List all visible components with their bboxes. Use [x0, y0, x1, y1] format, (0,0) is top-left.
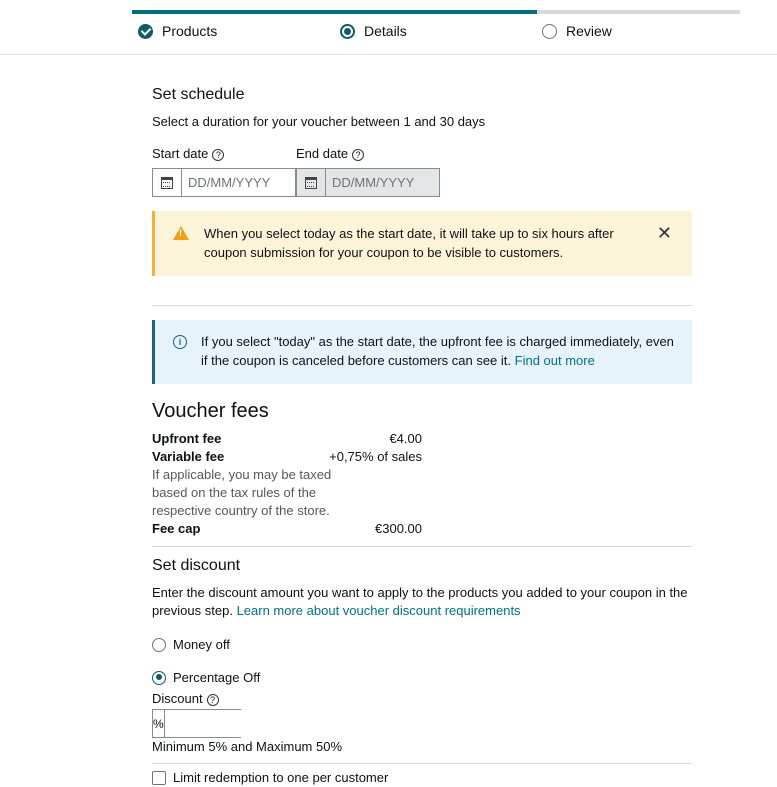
discount-label-text: Discount	[152, 691, 203, 706]
help-icon[interactable]: ?	[352, 149, 364, 161]
radio-button[interactable]	[152, 638, 166, 652]
end-date-placeholder: DD/MM/YYYY	[332, 175, 415, 190]
info-text	[201, 332, 681, 370]
empty-circle-icon	[542, 24, 557, 39]
warning-text: When you select today as the start date, it will take up to six hours after coupon submission for your coupon to be visible to customers.	[204, 226, 614, 260]
help-icon[interactable]: ?	[212, 149, 224, 161]
progress-track-remaining	[537, 10, 740, 14]
start-date-field[interactable]	[152, 168, 296, 197]
start-date-label-text: Start date	[152, 146, 209, 161]
discount-description-text: Enter the discount amount you want to apply to the products you added to your coupon in the previous step.	[152, 585, 688, 618]
help-icon[interactable]: ?	[207, 694, 219, 706]
step-details[interactable]	[340, 23, 407, 39]
fees-table	[152, 430, 422, 538]
calendar-icon	[161, 177, 173, 189]
fee-note: If applicable, you may be taxed based on the tax rules of the respective country of the store.	[152, 467, 332, 518]
limit-redemption-option[interactable]	[152, 770, 388, 785]
start-date-placeholder[interactable]: DD/MM/YYYY	[188, 175, 271, 190]
warning-alert	[152, 211, 692, 276]
discount-description	[152, 584, 692, 620]
discount-percent-field[interactable]	[152, 709, 241, 738]
step-label: Review	[566, 23, 612, 39]
info-alert	[152, 320, 692, 384]
progress-stepper	[0, 0, 777, 55]
schedule-subtitle: Select a duration for your voucher between 1 and 30 days	[152, 114, 486, 129]
date-range	[152, 168, 440, 197]
warning-icon	[173, 226, 189, 240]
info-message: If you select "today" as the start date, the upfront fee is charged immediately, even if the coupon is canceled before customers can see it.	[201, 334, 674, 368]
fee-value: +0,75% of sales	[329, 449, 422, 464]
option-label[interactable]: Money off	[173, 637, 230, 652]
close-icon[interactable]: ✕	[656, 223, 672, 243]
find-out-more-link[interactable]: Find out more	[514, 353, 595, 368]
end-date-label	[296, 146, 364, 161]
end-date-field	[296, 168, 440, 197]
divider	[152, 305, 692, 306]
discount-requirements-link[interactable]: Learn more about voucher discount requirements	[236, 603, 521, 618]
progress-track-complete	[132, 10, 537, 14]
discount-input[interactable]	[165, 710, 348, 737]
percentage-off-option[interactable]	[152, 670, 260, 685]
discount-title: Set discount	[152, 557, 241, 574]
step-review[interactable]	[542, 23, 612, 39]
checkbox[interactable]	[152, 771, 166, 785]
calendar-button	[297, 169, 326, 196]
option-label[interactable]: Limit redemption to one per customer	[173, 770, 389, 785]
start-date-label	[152, 146, 224, 161]
step-label: Products	[162, 23, 218, 39]
option-label[interactable]: Percentage Off	[173, 670, 261, 685]
money-off-option[interactable]	[152, 637, 230, 652]
calendar-icon	[305, 177, 317, 189]
fee-label: Variable fee	[152, 449, 225, 464]
current-step-icon	[340, 24, 355, 39]
calendar-button[interactable]	[153, 169, 182, 196]
percent-prefix: %	[153, 710, 165, 737]
divider	[152, 546, 692, 547]
radio-button-selected[interactable]	[152, 671, 166, 685]
check-circle-icon	[138, 24, 153, 39]
fee-value: €300.00	[375, 521, 422, 536]
fee-row-cap	[152, 520, 422, 538]
end-date-label-text: End date	[296, 146, 349, 161]
fee-label: Fee cap	[152, 521, 201, 536]
divider	[152, 763, 692, 764]
fees-title: Voucher fees	[152, 400, 269, 422]
fee-row-upfront	[152, 430, 422, 448]
info-icon: i	[173, 335, 187, 349]
step-label: Details	[364, 23, 407, 39]
discount-hint: Minimum 5% and Maximum 50%	[152, 739, 343, 754]
discount-label	[152, 691, 219, 706]
fee-value: €4.00	[389, 431, 422, 446]
fee-label: Upfront fee	[152, 431, 222, 446]
fee-row-variable	[152, 448, 422, 466]
step-products[interactable]	[138, 23, 217, 39]
schedule-title: Set schedule	[152, 86, 245, 103]
